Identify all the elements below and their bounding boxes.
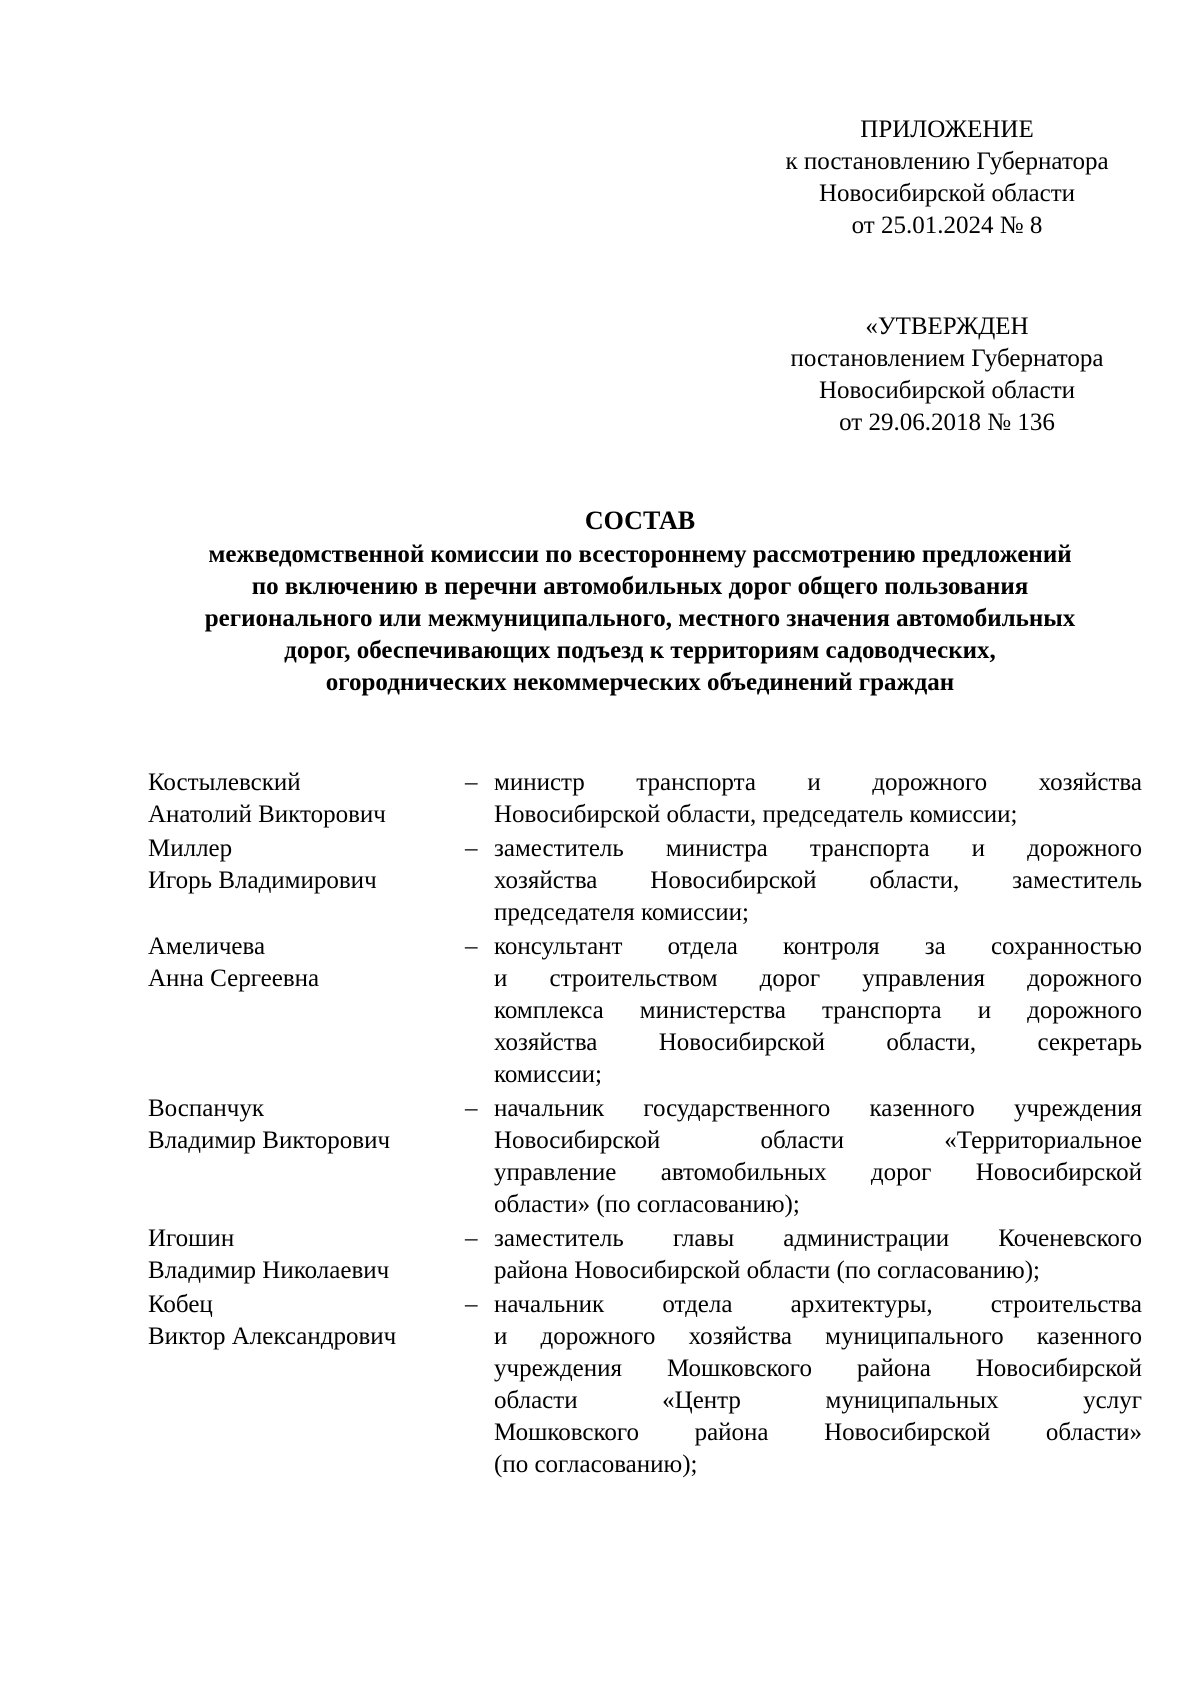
- position-line: Мошковского района Новосибирской области»: [494, 1419, 1142, 1446]
- position-line: района Новосибирской области (по согласованию);: [494, 1257, 1040, 1284]
- member-dash: –: [465, 769, 478, 796]
- member-name: [148, 767, 465, 831]
- commission-members-list: [148, 767, 1142, 1483]
- appendix-title: ПРИЛОЖЕНИЕ: [860, 116, 1034, 143]
- position-line: области «Центр муниципальных услуг: [494, 1387, 1142, 1414]
- member-row: [148, 1289, 1142, 1481]
- member-position: [494, 833, 1142, 929]
- appendix-reference: к постановлению Губернатора: [785, 148, 1109, 175]
- position-line: председателя комиссии;: [494, 899, 749, 926]
- member-given-names: Игорь Владимирович: [148, 867, 377, 894]
- heading-line: регионального или межмуниципального, местного значения автомобильных: [204, 605, 1076, 632]
- member-surname: Игошин: [148, 1225, 235, 1252]
- position-line: консультант отдела контроля за сохранностью: [494, 933, 1142, 960]
- position-line: Новосибирской области «Территориальное: [494, 1127, 1142, 1154]
- position-line: хозяйства Новосибирской области, секретарь: [494, 1029, 1142, 1056]
- approved-date-number: от 29.06.2018 № 136: [839, 409, 1055, 436]
- heading-line: огороднических некоммерческих объединений граждан: [325, 669, 955, 696]
- member-surname: Кобец: [148, 1291, 213, 1318]
- member-surname: Воспанчук: [148, 1095, 264, 1122]
- member-surname: Костылевский: [148, 769, 301, 796]
- approved-title: «УТВЕРЖДЕН: [865, 313, 1029, 340]
- member-name: [148, 931, 465, 1091]
- member-given-names: Анатолий Викторович: [148, 801, 386, 828]
- member-row: [148, 1093, 1142, 1221]
- member-dash: –: [465, 1095, 478, 1122]
- member-dash: –: [465, 933, 478, 960]
- member-row: [148, 833, 1142, 929]
- document-title: СОСТАВ: [584, 506, 696, 535]
- approved-reference: постановлением Губернатора: [790, 345, 1104, 372]
- member-name: [148, 833, 465, 929]
- member-dash: –: [465, 1291, 478, 1318]
- member-dash: –: [465, 835, 478, 862]
- appendix-date-number: от 25.01.2024 № 8: [851, 212, 1043, 239]
- heading-line: межведомственной комиссии по всестороннему рассмотрению предложений: [208, 541, 1072, 568]
- appendix-region: Новосибирской области: [818, 180, 1076, 207]
- member-given-names: Владимир Николаевич: [148, 1257, 390, 1284]
- approved-region: Новосибирской области: [818, 377, 1076, 404]
- member-name: [148, 1093, 465, 1221]
- member-name: [148, 1289, 465, 1481]
- position-line: министр транспорта и дорожного хозяйства: [494, 769, 1142, 796]
- heading-line: по включению в перечни автомобильных дорог общего пользования: [251, 573, 1029, 600]
- position-line: учреждения Мошковского района Новосибирской: [494, 1355, 1142, 1382]
- member-position: [494, 931, 1142, 1091]
- heading-line: дорог, обеспечивающих подъезд к территориям садоводческих,: [284, 637, 996, 664]
- member-surname: Миллер: [148, 835, 233, 862]
- position-line: (по согласованию);: [494, 1451, 698, 1478]
- position-line: и строительством дорог управления дорожного: [494, 965, 1142, 992]
- member-given-names: Виктор Александрович: [148, 1323, 397, 1350]
- member-dash: –: [465, 1225, 478, 1252]
- member-position: [494, 767, 1142, 831]
- member-given-names: Владимир Викторович: [148, 1127, 391, 1154]
- position-line: управление автомобильных дорог Новосибирской: [494, 1159, 1142, 1186]
- position-line: заместитель министра транспорта и дорожного: [494, 835, 1142, 862]
- member-position: [494, 1289, 1142, 1481]
- position-line: комиссии;: [494, 1061, 602, 1088]
- position-line: начальник государственного казенного учреждения: [494, 1095, 1142, 1122]
- position-line: Новосибирской области, председатель комиссии;: [494, 801, 1018, 828]
- document-heading: [140, 505, 1140, 699]
- position-line: хозяйства Новосибирской области, заместитель: [494, 867, 1142, 894]
- approval-stamp-text: [752, 311, 1142, 439]
- member-row: [148, 1223, 1142, 1287]
- member-surname: Амеличева: [148, 933, 266, 960]
- position-line: области» (по согласованию);: [494, 1191, 800, 1218]
- position-line: заместитель главы администрации Коченевского: [494, 1225, 1142, 1252]
- member-name: [148, 1223, 465, 1287]
- member-row: [148, 931, 1142, 1091]
- member-position: [494, 1223, 1142, 1287]
- appendix-header: [752, 114, 1142, 242]
- member-given-names: Анна Сергеевна: [148, 965, 320, 992]
- position-line: комплекса министерства транспорта и дорожного: [494, 997, 1142, 1024]
- member-position: [494, 1093, 1142, 1221]
- member-row: [148, 767, 1142, 831]
- position-line: начальник отдела архитектуры, строительства: [494, 1291, 1142, 1318]
- position-line: и дорожного хозяйства муниципального казенного: [494, 1323, 1142, 1350]
